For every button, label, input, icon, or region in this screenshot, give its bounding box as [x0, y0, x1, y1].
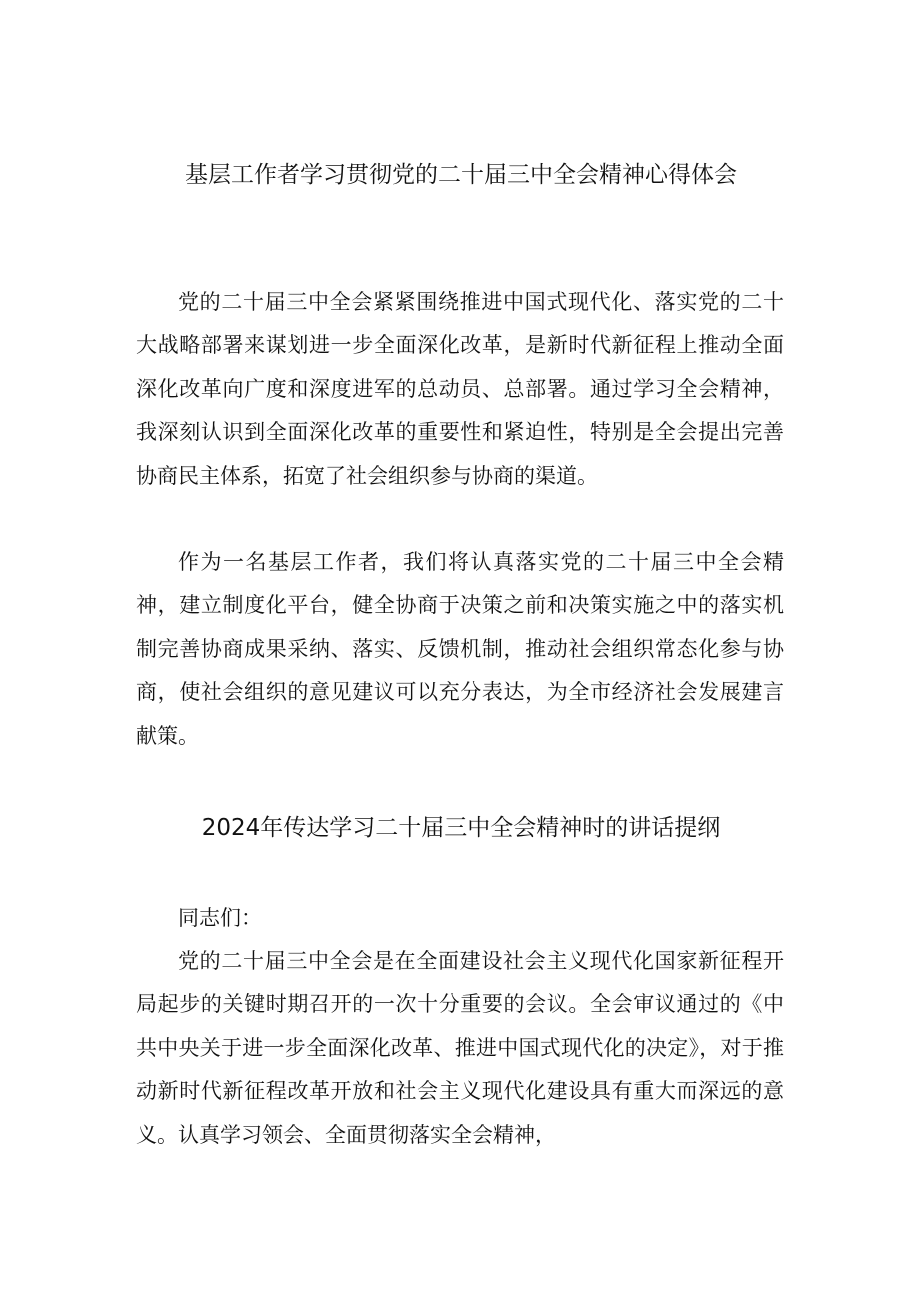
section2-title: 2024年传达学习二十届三中全会精神时的讲话提纲: [201, 815, 721, 841]
section2-paragraph-1: 党的二十届三中全会是在全面建设社会主义现代化国家新征程开局起步的关键时期召开的一次十分重要的会议。全会审议通过的《中共中央关于进一步全面深化改革、推进中国式现代化的决定》，对于推动新时代新征程改革开放和社会主义现代化建设具有重大而深远的意义。认真学习领会、全面贯彻落实全会精神，: [136, 949, 784, 1147]
section1-paragraph-2: 作为一名基层工作者，我们将认真落实党的二十届三中全会精神，建立制度化平台，健全协商于决策之前和决策实施之中的落实机制完善协商成果采纳、落实、反馈机制，推动社会组织常态化参与协商，使社会组织的意见建议可以充分表达，为全市经济社会发展建言献策。: [136, 550, 784, 748]
section2-salutation: 同志们：: [178, 906, 262, 930]
section1-paragraph-1: 党的二十届三中全会紧紧围绕推进中国式现代化、落实党的二十大战略部署来谋划进一步全面深化改革，是新时代新征程上推动全面深化改革向广度和深度进军的总动员、总部署。通过学习全会精神，我深刻认识到全面深化改革的重要性和紧迫性，特别是全会提出完善协商民主体系，拓宽了社会组织参与协商的渠道。: [136, 290, 784, 488]
section1-title: 基层工作者学习贯彻党的二十届三中全会精神心得体会: [185, 162, 737, 188]
